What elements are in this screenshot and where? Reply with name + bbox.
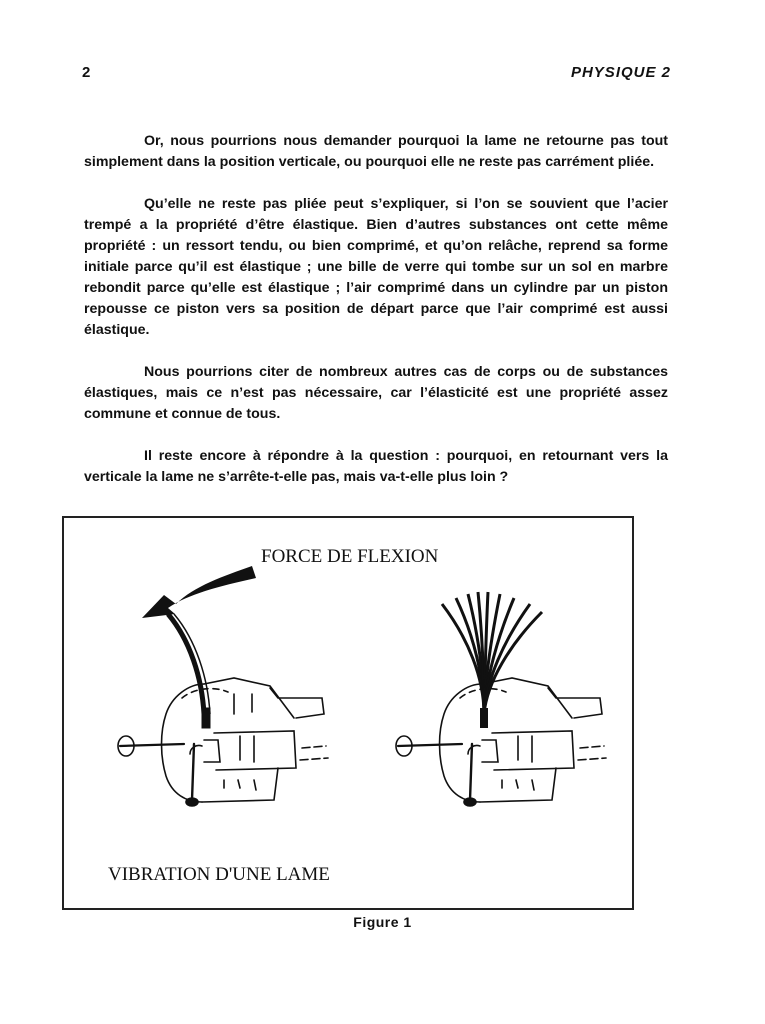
paragraph: Or, nous pourrions nous demander pourquoi la lame ne retourne pas tout simplement dans la position verticale, ou pourquoi elle ne reste pas carrément pliée. [84,133,668,170]
figure-label: VIBRATION D'UNE LAME [108,864,330,885]
vise-illustration [64,518,632,908]
paragraph: Il reste encore à répondre à la question : pourquoi, en retournant vers la verticale la lame ne s’arrête-t-elle pas, mais va-t-elle plus loin ? [84,448,668,485]
paragraph: Qu’elle ne reste pas pliée peut s’expliquer, si l’on se souvient que l’acier trempé a la propriété d’être élastique. Bien d’autres substances ont cette même propriété : un ressort tendu, ou bien comprimé, et qu’on relâche, reprend sa forme initiale parce qu’il est élastique ; une bille de verre qui tombe sur un sol en marbre rebondit parce qu’elle est élastique ; l’air comprimé dans un cylindre par un piston repousse ce piston vers sa position de départ parce que l’air comprimé est aussi élastique. [84,196,668,338]
left-vise [118,678,328,806]
right-vibrating-blade [442,592,542,728]
page-number: 2 [82,64,91,81]
running-title: PHYSIQUE 2 [570,64,671,81]
bending-force-arrow [142,566,256,618]
body-text [84,131,668,488]
figure-title: FORCE DE FLEXION [261,546,439,567]
figure-caption: Figure 1 [353,914,412,930]
paragraph: Nous pourrions citer de nombreux autres cas de corps ou de substances élastiques, mais ce n’est pas nécessaire, car l’élasticité est une propriété assez commune et connue de tous. [84,364,668,422]
left-bent-blade [168,614,210,728]
right-vise [396,678,606,806]
figure-frame [62,516,634,910]
